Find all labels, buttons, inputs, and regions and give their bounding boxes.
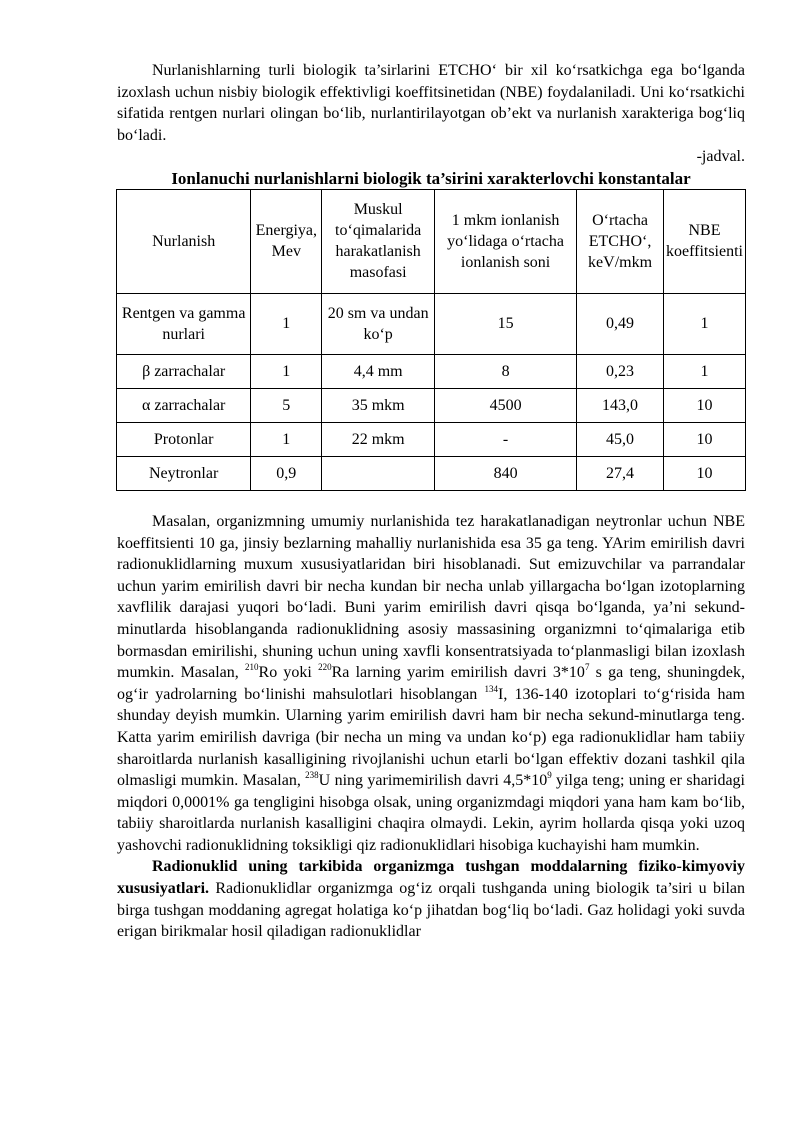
- table-cell: 10: [663, 422, 745, 456]
- table-cell: 840: [435, 456, 577, 490]
- table-title: Ionlanuchi nurlanishlarni biologik ta’sirini xarakterlovchi konstantalar: [171, 168, 691, 188]
- body-paragraph: [117, 511, 745, 857]
- text-run: I, 136-140 izotoplari to‘g‘risida ham shunday deyish mumkin. Ularning yarim emirilish davri ham bir necha sekund-minutlarga teng. Katta yarim emirilish davriga (bir necha un ming va undan ko‘p) ega radionuklidlar ham tabiiy sharoitlarda nurlanish kasalligining rivojlanishi uchun etarli bo‘lgan effektiv dozani tashkil qila olmasligi mumkin. Masalan,: [117, 685, 745, 790]
- text-run: yilga teng; uning er sharidagi miqdori 0,0001% ga tengligini hisobga olsak, uning organizmdagi miqdori yana ham kam bo‘lib, tabiiy sharoitlarda nurlanish kasalligini chaqira olmaydi. Lekin, ayrim hollarda qisqa yoki uzoq yashovchi radionuklidning toksikligi qiz radionuklidlari hisobiga kuchayishi ham mumkin.: [117, 772, 745, 854]
- section-heading: Radionuklid uning tarkibida organizmga tushgan moddalarning fiziko-kimyoviy xususiyatlari.: [117, 858, 745, 898]
- table-cell: 143,0: [577, 388, 664, 422]
- table-cell: 10: [663, 388, 745, 422]
- document-page: [117, 60, 745, 943]
- superscript: 238: [305, 770, 319, 781]
- table-cell: 15: [435, 293, 577, 354]
- header-nbe: NBE koeffitsienti: [663, 189, 745, 293]
- table-cell: 1: [663, 354, 745, 388]
- superscript: 210: [245, 662, 259, 673]
- table-cell: 1: [663, 293, 745, 354]
- table-row: [117, 422, 746, 456]
- table-cell: 4500: [435, 388, 577, 422]
- header-ionlanish-soni: 1 mkm ionlanish yo‘lidaga o‘rtacha ionlanish soni: [435, 189, 577, 293]
- table-header-row: [117, 189, 746, 293]
- table-cell: 27,4: [577, 456, 664, 490]
- table-cell: 1: [251, 354, 322, 388]
- table-cell: 1: [251, 422, 322, 456]
- header-masofa: Muskul to‘qimalarida harakatlanish masofasi: [322, 189, 435, 293]
- text-run: Ra larning yarim emirilish davri 3*10: [331, 664, 585, 682]
- table-cell: 1: [251, 293, 322, 354]
- table-row: [117, 456, 746, 490]
- table-cell: 35 mkm: [322, 388, 435, 422]
- table-cell: 0,9: [251, 456, 322, 490]
- table-cell: 10: [663, 456, 745, 490]
- table-cell: 0,23: [577, 354, 664, 388]
- header-etcho: O‘rtacha ETCHO‘, keV/mkm: [577, 189, 664, 293]
- text-run: Radionuklidlar organizmga og‘iz orqali tushganda uning biologik ta’siri u bilan birga tushgan moddaning agregat holatiga ko‘p jihatdan bog‘liq bo‘ladi. Gaz holidagi yoki suvda erigan birikmalar hosil qiladigan radionuklidlar: [117, 880, 745, 941]
- table-cell: Protonlar: [117, 422, 251, 456]
- table-cell: 8: [435, 354, 577, 388]
- table-cell: 4,4 mm: [322, 354, 435, 388]
- section-paragraph: [117, 856, 745, 942]
- table-cell: -: [435, 422, 577, 456]
- table-row: [117, 293, 746, 354]
- table-cell: 20 sm va undan ko‘p: [322, 293, 435, 354]
- intro-paragraph: Nurlanishlarning turli biologik ta’sirlarini ETCHO‘ bir xil ko‘rsatkichga ega bo‘lganda izoxlash uchun nisbiy biologik effektivligi koeffitsinetidan (NBE) foydalaniladi. Uni ko‘rsatkichi sifatida rentgen nurlari olingan bo‘lib, nurlantirilayotgan ob’ekt va nurlanish xarakteriga bog‘liq bo‘ladi.: [117, 62, 745, 144]
- header-nurlanish: Nurlanish: [117, 189, 251, 293]
- table-cell: α zarrachalar: [117, 388, 251, 422]
- table-cell: β zarrachalar: [117, 354, 251, 388]
- table-caption: -jadval.: [696, 148, 745, 166]
- table-cell: Rentgen va gamma nurlari: [117, 293, 251, 354]
- superscript: 7: [584, 662, 590, 673]
- table-row: [117, 388, 746, 422]
- superscript: 220: [318, 662, 332, 673]
- text-run: U ning yarimemirilish davri 4,5*10: [318, 772, 548, 790]
- table-cell: [322, 456, 435, 490]
- table-cell: 45,0: [577, 422, 664, 456]
- text-run: Masalan, organizmning umumiy nurlanishida tez harakatlanadigan neytronlar uchun NBE koeffitsienti 10 ga, jinsiy bezlarning mahalliy nurlanishida esa 35 ga teng. YArim emirilish davri radionuklidlarning muxum xususiyatlaridan biri hisoblanadi. Sut emizuvchilar va parrandalar uchun yarim emirilish davri bir necha kundan bir necha unlab yillargacha bo‘lgan izotoplarning xavflilik darajasi yuqori bo‘ladi. Buni yarim emirilish davri qisqa bo‘lganda, ya’ni sekund-minutlarda hisoblanganda radionuklidning asosiy massasining organizmni to‘qimalariga etib bormasdan emirilishi, shuning uchun uning xavfli konsentratsiyada to‘planmasligi bilan izoxlash mumkin. Masalan,: [117, 512, 745, 682]
- text-run: Ro yoki: [258, 664, 319, 682]
- superscript: 9: [547, 770, 552, 781]
- table-cell: 0,49: [577, 293, 664, 354]
- header-energiya: Energiya, Mev: [251, 189, 322, 293]
- table-cell: 22 mkm: [322, 422, 435, 456]
- constants-table: [116, 189, 746, 491]
- table-cell: Neytronlar: [117, 456, 251, 490]
- text-run: s ga teng, shuningdek, og‘ir yadrolarning bo‘linishi mahsulotlari hisoblangan: [117, 664, 746, 703]
- table-row: [117, 354, 746, 388]
- table-cell: 5: [251, 388, 322, 422]
- superscript: 134: [484, 683, 499, 694]
